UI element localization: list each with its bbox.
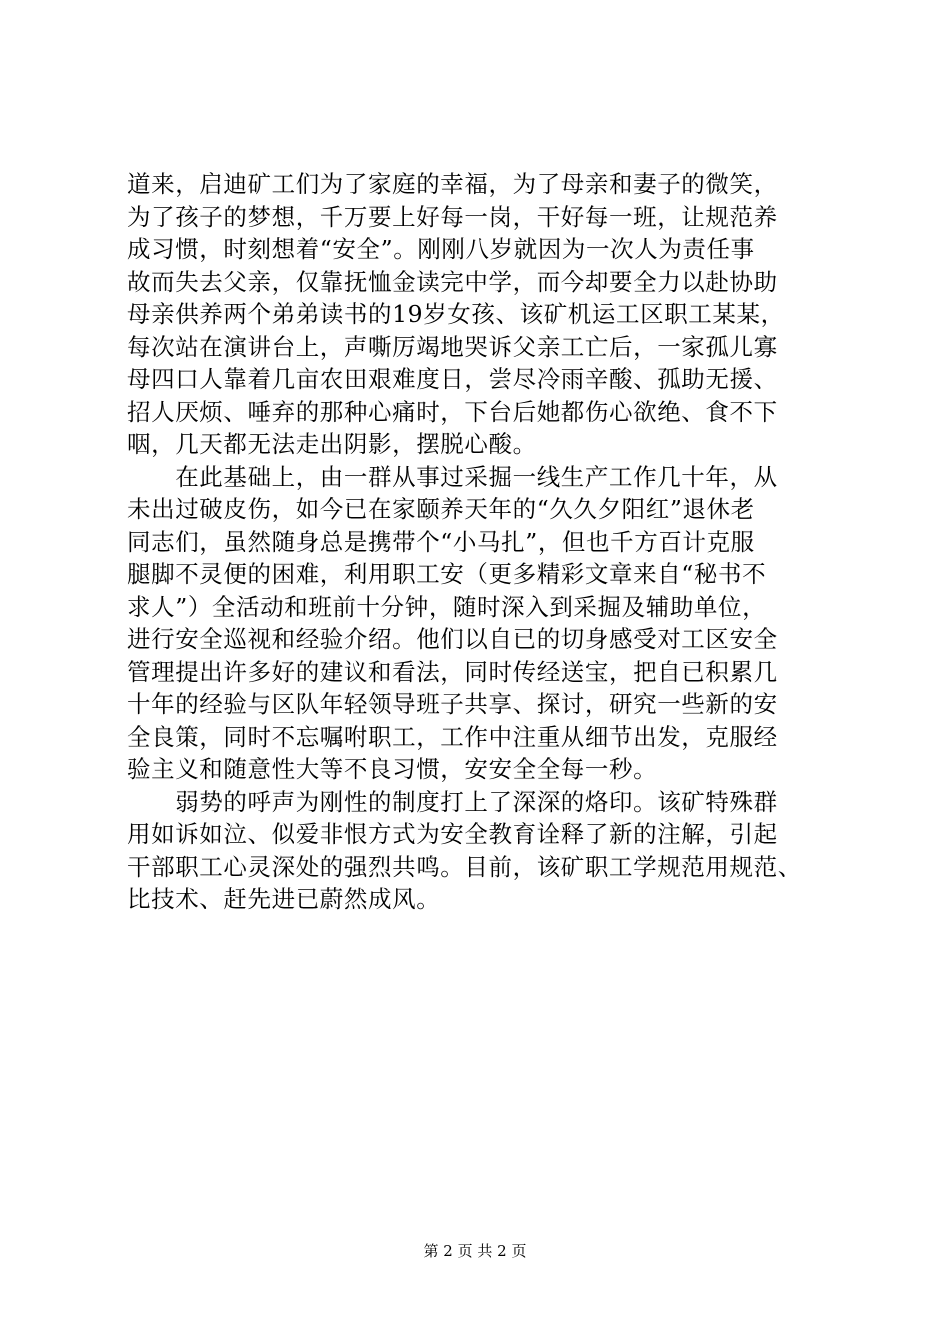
text-line: 为了孩子的梦想，千万要上好每一岗，干好每一班，让规范养 xyxy=(127,202,778,231)
text-line: 同志们，虽然随身总是携带个“小马扎”，但也千方百计克服 xyxy=(127,527,755,556)
text-line: 每次站在演讲台上，声嘶厉竭地哭诉父亲工亡后，一家孤儿寡 xyxy=(127,332,778,361)
text-line: 道来，启迪矿工们为了家庭的幸福，为了母亲和妻子的微笑， xyxy=(127,170,778,198)
text-line: 用如诉如泣、似爱非恨方式为安全教育诠释了新的注解，引起 xyxy=(127,820,778,848)
page-number-footer: 第 2 页 共 2 页 xyxy=(423,1242,527,1260)
text-line: 腿脚不灵便的困难，利用职工安（更多精彩文章来自“秘书不 xyxy=(127,560,767,588)
text-line: 招人厌烦、唾弃的那种心痛时，下台后她都伤心欲绝、食不下 xyxy=(127,397,778,426)
text-line: 母四口人靠着几亩农田艰难度日，尝尽冷雨辛酸、孤助无援、 xyxy=(127,365,778,393)
text-line: 成习惯，时刻想着“安全”。刚刚八岁就因为一次人为责任事 xyxy=(127,235,755,263)
text-line: 干部职工心灵深处的强烈共鸣。目前，该矿职工学规范用规范、 xyxy=(127,852,802,881)
text-line: 故而失去父亲，仅靠抚恤金读完中学，而今却要全力以赴协助 xyxy=(127,267,778,296)
text-line: 咽，几天都无法走出阴影，摆脱心酸。 xyxy=(127,430,537,458)
paragraph-start-line: 在此基础上，由一群从事过采掘一线生产工作几十年，从 xyxy=(127,462,778,491)
text-line: 进行安全巡视和经验介绍。他们以自已的切身感受对工区安全 xyxy=(127,625,778,653)
text-line: 母亲供养两个弟弟读书的19岁女孩、该矿机运工区职工某某， xyxy=(127,300,785,328)
text-line: 比技术、赶先进已蔚然成风。 xyxy=(127,885,441,913)
document-body xyxy=(127,168,847,916)
paragraph-start-line: 弱势的呼声为刚性的制度打上了深深的烙印。该矿特殊群 xyxy=(127,787,778,816)
text-line: 全良策，同时不忘嘱咐职工，工作中注重从细节出发，克服经 xyxy=(127,722,778,751)
text-line: 管理提出许多好的建议和看法，同时传经送宝，把自已积累几 xyxy=(127,657,778,686)
text-line: 验主义和随意性大等不良习惯，安安全全每一秒。 xyxy=(127,755,658,783)
text-line: 求人”）全活动和班前十分钟，随时深入到采掘及辅助单位， xyxy=(127,592,767,621)
text-line: 未出过破皮伤，如今已在家颐养天年的“久久夕阳红”退休老 xyxy=(127,495,755,523)
text-line: 十年的经验与区队年轻领导班子共享、探讨，研究一些新的安 xyxy=(127,690,778,718)
